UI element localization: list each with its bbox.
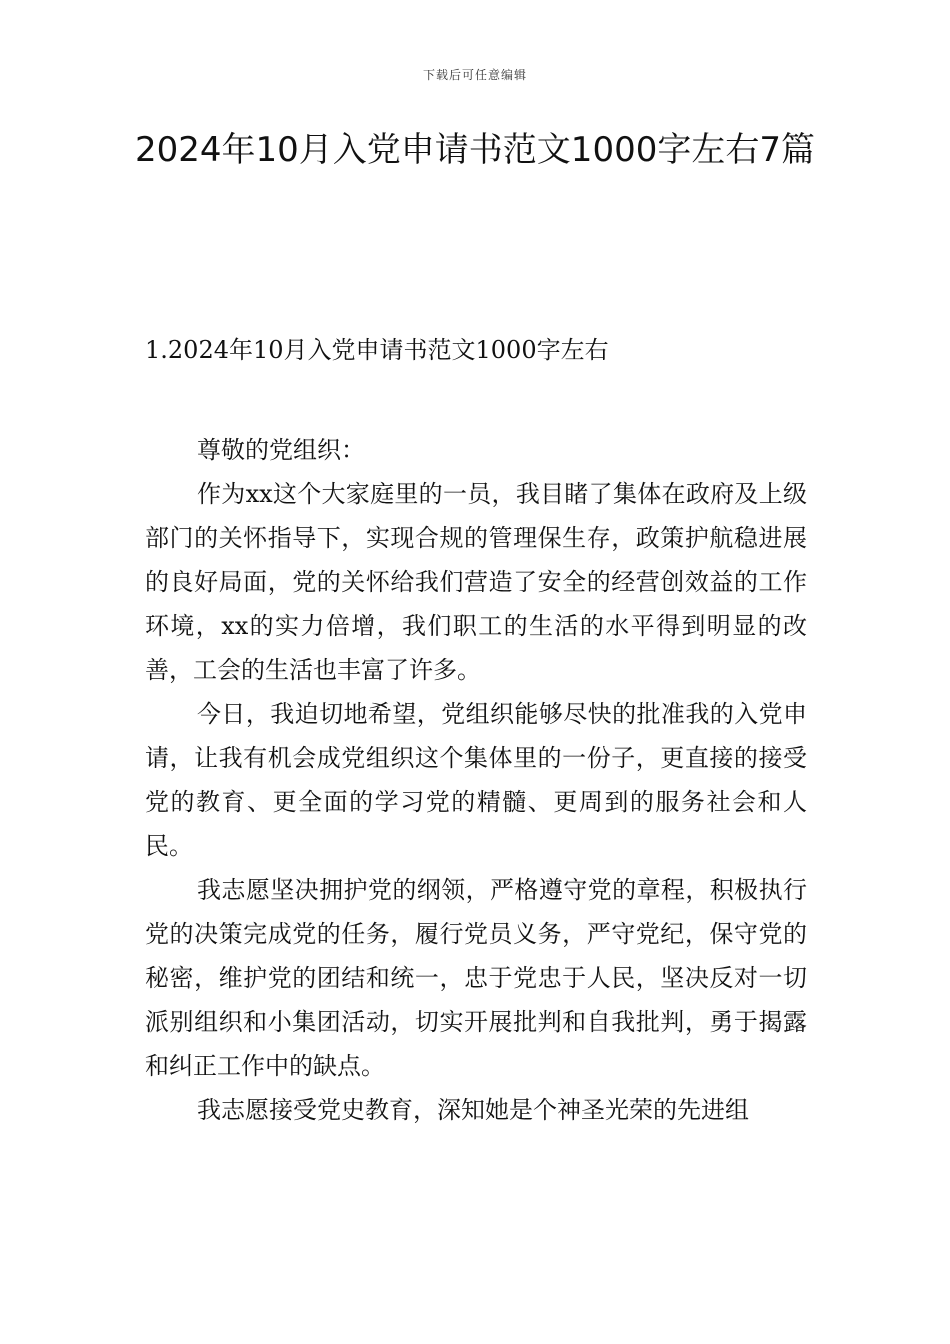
body-paragraph: 我志愿坚决拥护党的纲领，严格遵守党的章程，积极执行党的决策完成党的任务，履行党员义务，严守党纪，保守党的秘密，维护党的团结和统一，忠于党忠于人民，坚决反对一切派别组织和小集团活动，切实开展批判和自我批判，勇于揭露和纠正工作中的缺点。 [145,876,807,1080]
body-paragraph: 作为xx这个大家庭里的一员，我目睹了集体在政府及上级部门的关怀指导下，实现合规的管理保生存，政策护航稳进展的良好局面，党的关怀给我们营造了安全的经营创效益的工作环境，xx的实力倍增，我们职工的生活的水平得到明显的改善，工会的生活也丰富了许多。 [145,480,807,684]
salutation: 尊敬的党组织： [197,436,365,464]
document-title: 2024年10月入党申请书范文1000字左右7篇 [135,130,815,170]
body-paragraph: 今日，我迫切地希望，党组织能够尽快的批准我的入党申请，让我有机会成党组织这个集体里的一份子，更直接的接受党的教育、更全面的学习党的精髓、更周到的服务社会和人民。 [145,700,807,860]
letter-body [145,428,807,1132]
section-heading: 1.2024年10月入党申请书范文1000字左右 [145,336,609,364]
body-paragraph: 我志愿接受党史教育，深知她是个神圣光荣的先进组 [197,1096,749,1124]
header-note: 下载后可任意编辑 [422,68,527,82]
